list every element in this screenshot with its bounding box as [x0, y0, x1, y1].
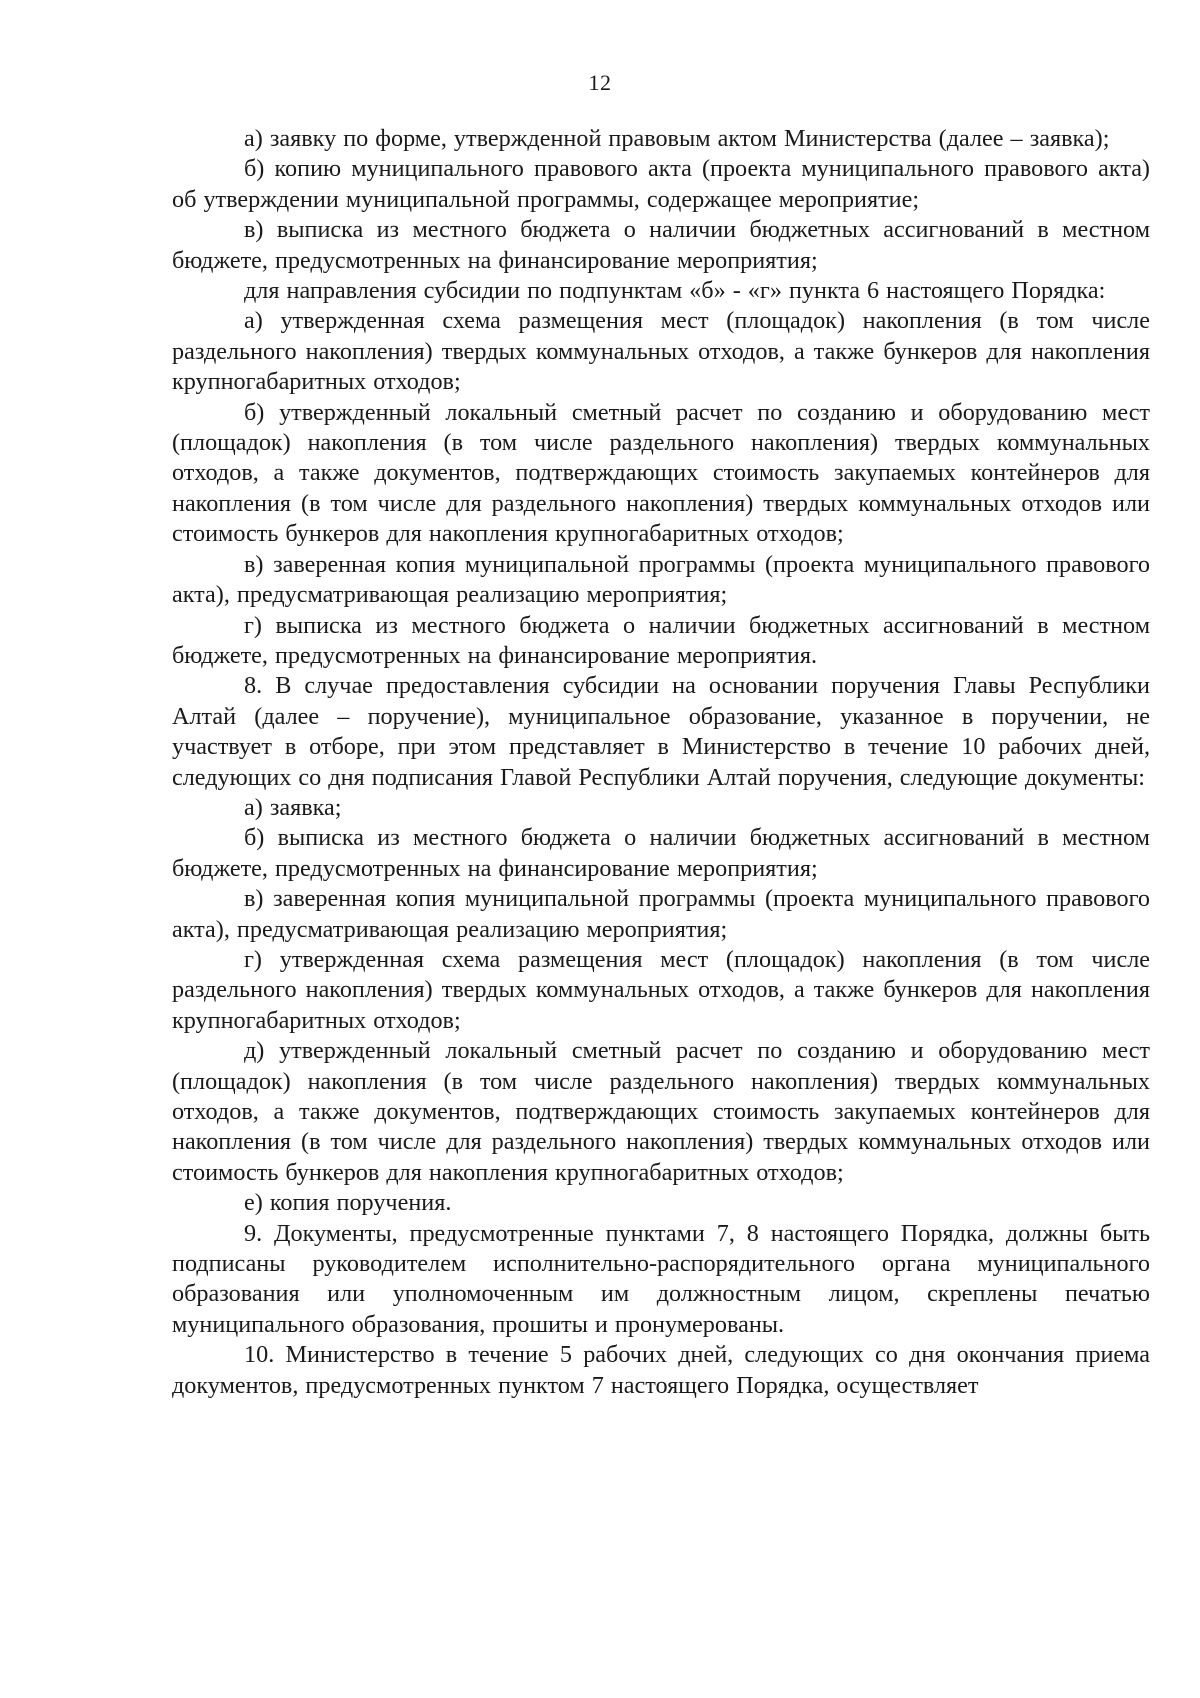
paragraph: в) выписка из местного бюджета о наличии бюджетных ассигнований в местном бюджете, предусмотренных на финансирование мероприятия; [172, 216, 1150, 274]
paragraph: для направления субсидии по подпунктам «б» - «г» пункта 6 настоящего Порядка: [244, 277, 1106, 305]
document-body [172, 124, 1150, 1401]
paragraph: е) копия поручения. [244, 1189, 452, 1217]
paragraph: б) утвержденный локальный сметный расчет по созданию и оборудованию мест (площадок) накопления (в том числе раздельного накопления) твердых коммунальных отходов, а также документов, подтверждающих стоимость закупаемых контейнеров для накопления (в том числе для раздельного накопления) твердых коммунальных отходов или стоимость бункеров для накопления крупногабаритных отходов; [172, 398, 1150, 548]
paragraph: а) утвержденная схема размещения мест (площадок) накопления (в том числе раздельного накопления) твердых коммунальных отходов, а также бункеров для накопления крупногабаритных отходов; [172, 307, 1150, 396]
paragraph: а) заявку по форме, утвержденной правовым актом Министерства (далее – заявка); [244, 125, 1110, 152]
page-number: 12 [588, 70, 612, 95]
paragraph: б) выписка из местного бюджета о наличии бюджетных ассигнований в местном бюджете, предусмотренных на финансирование мероприятия; [172, 824, 1150, 882]
paragraph: г) выписка из местного бюджета о наличии бюджетных ассигнований в местном бюджете, предусмотренных на финансирование мероприятия. [172, 611, 1150, 669]
paragraph: 8. В случае предоставления субсидии на основании поручения Главы Республики Алтай (далее – поручение), муниципальное образование, указанное в поручении, не участвует в отборе, при этом представляет в Министерство в течение 10 рабочих дней, следующих со дня подписания Главой Республики Алтай поручения, следующие документы: [172, 672, 1150, 791]
paragraph: б) копию муниципального правового акта (проекта муниципального правового акта) об утверждении муниципальной программы, содержащее мероприятие; [172, 155, 1150, 213]
paragraph: 10. Министерство в течение 5 рабочих дней, следующих со дня окончания приема документов, предусмотренных пунктом 7 настоящего Порядка, осуществляет [172, 1341, 1150, 1399]
paragraph: а) заявка; [244, 793, 342, 821]
paragraph: 9. Документы, предусмотренные пунктами 7, 8 настоящего Порядка, должны быть подписаны руководителем исполнительно-распорядительного органа муниципального образования или уполномоченным им должностным лицом, скреплены печатью муниципального образования, прошиты и пронумерованы. [172, 1219, 1150, 1338]
paragraph: в) заверенная копия муниципальной программы (проекта муниципального правового акта), предусматривающая реализацию мероприятия; [172, 885, 1150, 943]
paragraph: г) утвержденная схема размещения мест (площадок) накопления (в том числе раздельного накопления) твердых коммунальных отходов, а также бункеров для накопления крупногабаритных отходов; [172, 945, 1150, 1034]
paragraph: в) заверенная копия муниципальной программы (проекта муниципального правового акта), предусматривающая реализацию мероприятия; [172, 550, 1150, 609]
paragraph: д) утвержденный локальный сметный расчет по созданию и оборудованию мест (площадок) накопления (в том числе раздельного накопления) твердых коммунальных отходов, а также документов, подтверждающих стоимость закупаемых контейнеров для накопления (в том числе для раздельного накопления) твердых коммунальных отходов или стоимость бункеров для накопления крупногабаритных отходов; [172, 1037, 1150, 1186]
